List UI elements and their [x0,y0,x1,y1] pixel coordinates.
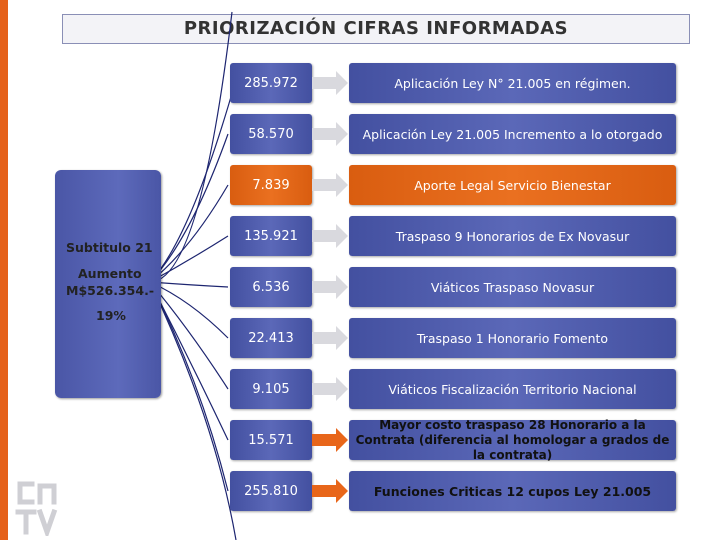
arrow-right-icon [312,420,349,460]
amount-box: 58.570 [230,114,312,154]
arrow-right-icon [312,369,349,409]
amount-box: 15.571 [230,420,312,460]
item-label: Aplicación Ley 21.005 Incremento a lo otorgado [349,114,676,154]
item-label: Aplicación Ley N° 21.005 en régimen. [349,63,676,103]
summary-amount: M$526.354.- [66,283,155,298]
amount-box: 7.839 [230,165,312,205]
amount-box: 255.810 [230,471,312,511]
amount-box: 9.105 [230,369,312,409]
item-label: Viáticos Fiscalización Territorio Nacional [349,369,676,409]
page-title: PRIORIZACIÓN CIFRAS INFORMADAS [62,14,690,44]
summary-percent: 19% [96,308,126,323]
item-label: Viáticos Traspaso Novasur [349,267,676,307]
summary-subtitle: Subtitulo 21 [66,240,153,255]
cntv-logo-icon [12,478,60,536]
item-label: Mayor costo traspaso 28 Honorario a la Contrata (diferencia al homologar a grados de la contrata) [349,420,676,460]
amount-box: 22.413 [230,318,312,358]
arrow-right-icon [312,318,349,358]
amount-box: 285.972 [230,63,312,103]
item-label: Traspaso 1 Honorario Fomento [349,318,676,358]
item-label: Traspaso 9 Honorarios de Ex Novasur [349,216,676,256]
item-label: Aporte Legal Servicio Bienestar [349,165,676,205]
arrow-right-icon [312,216,349,256]
arrow-right-icon [312,165,349,205]
arrow-right-icon [312,63,349,103]
amount-box: 6.536 [230,267,312,307]
arrow-right-icon [312,114,349,154]
amount-box: 135.921 [230,216,312,256]
summary-increase-label: Aumento [78,266,142,281]
arrow-right-icon [312,471,349,511]
arrow-right-icon [312,267,349,307]
item-label: Funciones Criticas 12 cupos Ley 21.005 [349,471,676,511]
